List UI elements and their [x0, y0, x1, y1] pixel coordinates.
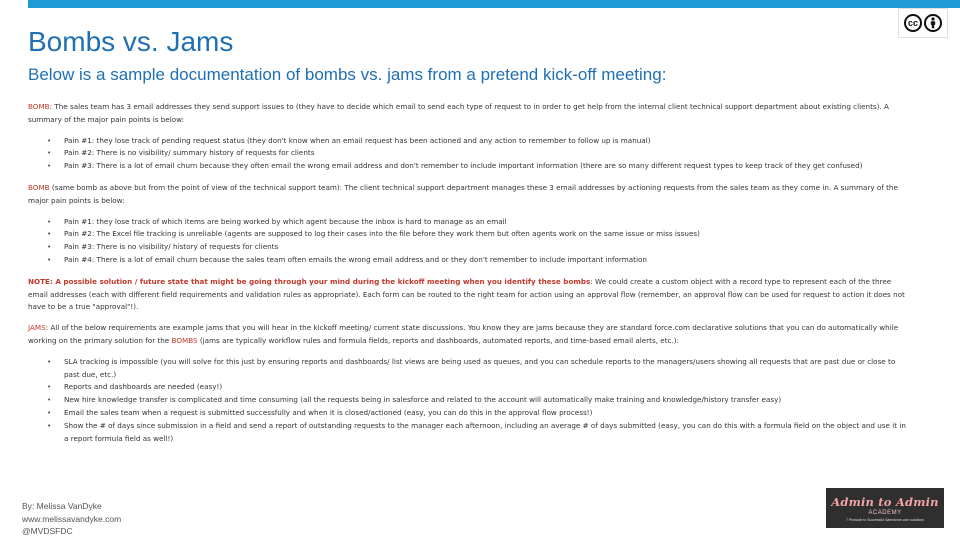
top-accent-bar [28, 0, 960, 8]
author-name: By: Melissa VanDyke [22, 501, 102, 511]
bombs-keyword: BOMBS [171, 335, 198, 345]
bomb-2-pain-list [28, 216, 908, 267]
bomb-text: : The sales team has 3 email addresses they send support issues to (they have to decide which email to send each type of request to in order to get help from the internal client technical support department about existing clients). A summary of the major pain points is below: [28, 102, 889, 124]
jams-text: : All of the below requirements are example jams that you will hear in the kickoff meeting/ current state discussions. You know they are jams because they are standard force.com declarative solutions that you can do automatically while working on the primary solution for the [28, 323, 899, 345]
list-item: • Reports and dashboards are needed (easy!) [64, 381, 908, 394]
author-credit [22, 500, 121, 538]
logo-academy: ACADEMY [868, 509, 902, 516]
bomb-label: BOMB [28, 182, 50, 192]
jams-list [28, 356, 908, 446]
list-item: • Pain #4: There is a lot of email churn because the sales team often emails the wrong email address and or they don't remember to include important information [64, 254, 908, 267]
note-text: : We could create a custom object with a record type to represent each of the three email addresses (each with different field requirements and validation rules as appropriate). Each form can be routed to the right team for action using an approval flow (remember, an approval flow can be used for request to action it does not have to be a true "approval"!). [28, 276, 905, 312]
bomb-paragraph-2 [28, 182, 908, 208]
jams-paragraph [28, 322, 908, 348]
list-item: • New hire knowledge transfer is complicated and time consuming (all the requests being in salesforce and related to the account will automatically make training and knowledge/history transfer easy) [64, 394, 908, 407]
author-website-link[interactable]: www.melissavandyke.com [22, 513, 122, 524]
jams-text-after: (jams are typically workflow rules and formula fields, reports and dashboards, automated reports, and time-based email alerts, etc.): [197, 335, 679, 345]
list-item: • Pain #1: they lose track of which items are being worked by which agent because the inbox is hard to manage as an email [64, 216, 908, 229]
list-item: • Email the sales team when a request is submitted successfully and when it is closed/actioned (easy, you can do this in the approval flow process!) [64, 407, 908, 420]
list-item: • Pain #1: they lose track of pending request status (they don't know when an email request has been actioned and any action to remember to follow up is manual) [64, 135, 908, 148]
logo-tagline: 7 Pinnacle to Successful Salesforce.com solutions [845, 517, 924, 522]
jams-label: JAMS [28, 323, 46, 333]
bomb-label: BOMB [28, 102, 50, 111]
list-item: • Pain #3: There is a lot of email churn because they often email the wrong email address and don't remember to include important information (there are so many different request types to keep track of they get confused) [64, 160, 908, 173]
attribution-icon [924, 14, 942, 32]
list-item: • Pain #2: There is no visibility/ summary history of requests for clients [64, 147, 908, 160]
note-paragraph [28, 276, 908, 314]
license-badge[interactable] [898, 8, 948, 38]
bomb-text: (same bomb as above but from the point of view of the technical support team): The client technical support department manages these 3 email addresses by actioning requests from the sales team as they come in. A summary of the major pain points is below: [28, 182, 898, 205]
list-item: • SLA tracking is impossible (you will solve for this just by ensuring reports and dashboards/ list views are being used as queues, and you can schedule reports to the managers/users showing all requests that are past due or close to past due, etc.) [64, 356, 908, 382]
page-title: Bombs vs. Jams [28, 26, 234, 57]
person-icon [928, 17, 938, 29]
document-body [28, 101, 908, 454]
logo-title: Admin to Admin [831, 494, 939, 509]
bomb-paragraph-1 [28, 101, 908, 127]
list-item: • Pain #2: The Excel file tracking is unreliable (agents are supposed to log their cases into the file before they work them but often agents work on the same issue or miss issues) [64, 228, 908, 241]
author-handle[interactable]: @MVDSFDC [22, 526, 73, 536]
list-item: • Pain #3: There is no visibility/ history of requests for clients [64, 241, 908, 254]
page-subtitle: Below is a sample documentation of bombs vs. jams from a pretend kick-off meeting: [28, 65, 667, 84]
admin-to-admin-logo [826, 488, 944, 528]
cc-icon: cc [904, 14, 922, 32]
list-item: • Show the # of days since submission in a field and send a report of outstanding requests to the manager each afternoon, including an average # of days submitted (easy, you can do this with a formula field on the object and use it in a report formula field as well!) [64, 420, 908, 446]
bomb-1-pain-list [28, 135, 908, 173]
note-lead: NOTE: A possible solution / future state that might be going through your mind during the kickoff meeting when you identify these bombs [28, 276, 591, 286]
